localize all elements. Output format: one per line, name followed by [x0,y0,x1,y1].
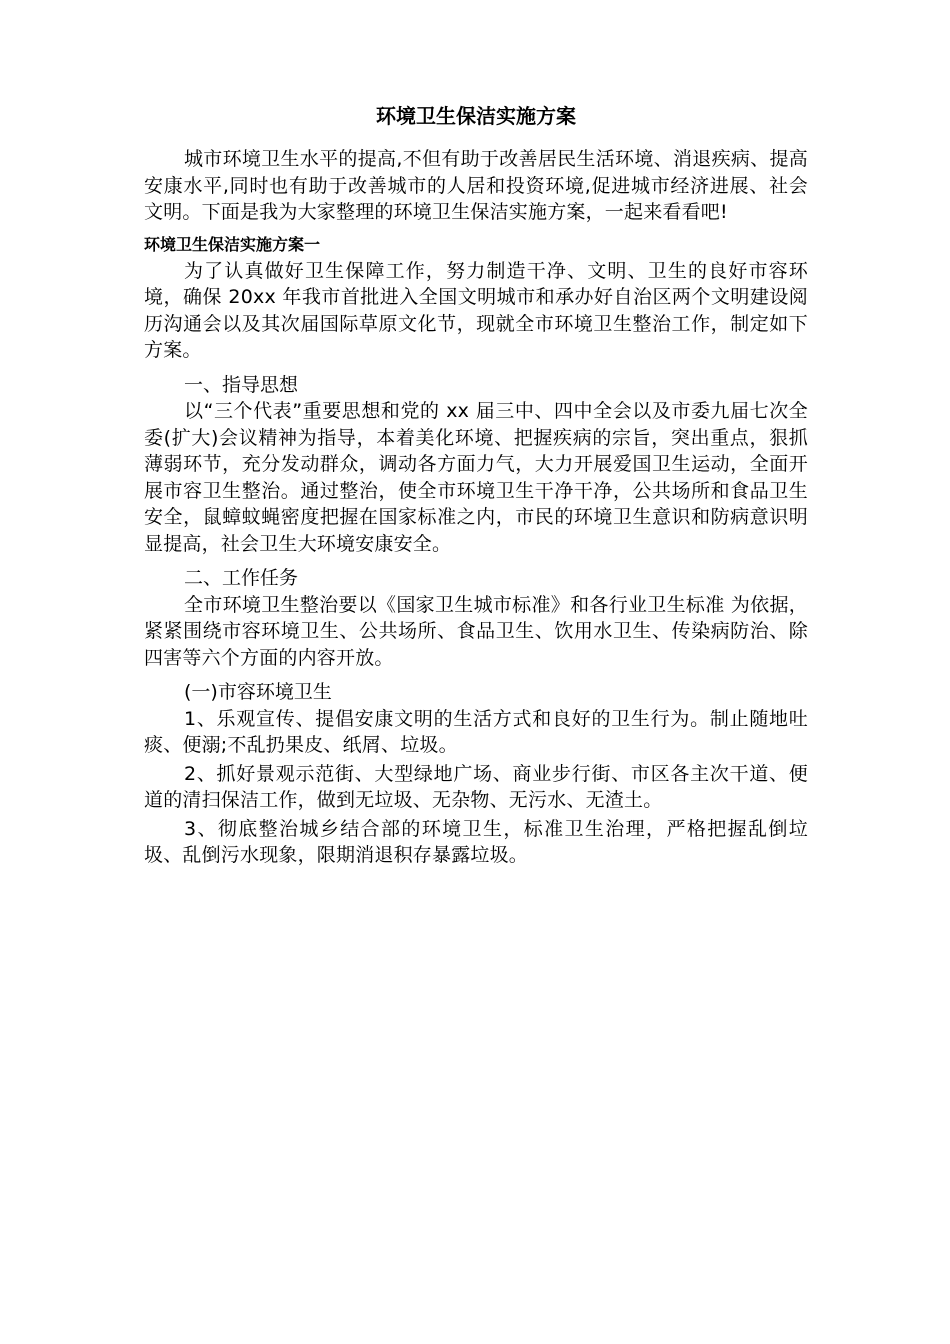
guiding-ideology-paragraph: 以“三个代表”重要思想和党的 xx 届三中、四中全会以及市委九届七次全委(扩大)会议精神为指导，本着美化环境、把握疾病的宗旨，突出重点，狠抓薄弱环节，充分发动群众，调动各方面力气，大力开展爱国卫生运动，全面开展市容卫生整治。通过整治，使全市环境卫生干净干净，公共场所和食品卫生安全，鼠蟑蚊蝇密度把握在国家标准之内，市民的环境卫生意识和防病意识明显提高，社会卫生大环境安康安全。 [144,400,808,555]
document-page [144,96,808,869]
document-title: 环境卫生保洁实施方案 [376,104,576,128]
subheading-city-environment: (一)市容环境卫生 [184,681,332,703]
intro-paragraph: 城市环境卫生水平的提高,不但有助于改善居民生活环境、消退疾病、提高安康水平,同时也有助于改善城市的人居和投资环境,促进城市经济进展、社会文明。下面是我为大家整理的环境卫生保洁实施方案，一起来看看吧! [144,148,808,223]
list-item-2: 2、抓好景观示范街、大型绿地广场、商业步行街、市区各主次干道、便道的清扫保洁工作，做到无垃圾、无杂物、无污水、无渣土。 [144,762,808,811]
list-item-3: 3、彻底整治城乡结合部的环境卫生，标准卫生治理，严格把握乱倒垃圾、乱倒污水现象，限期消退积存暴露垃圾。 [144,817,808,866]
heading-guiding-ideology: 一、指导思想 [184,373,299,396]
heading-work-tasks: 二、工作任务 [184,567,299,589]
list-item-1: 1、乐观宣传、提倡安康文明的生活方式和良好的卫生行为。制止随地吐痰、便溺;不乱扔果皮、纸屑、垃圾。 [144,707,808,756]
section-1-intro-paragraph: 为了认真做好卫生保障工作，努力制造干净、文明、卫生的良好市容环境，确保 20xx 年我市首批进入全国文明城市和承办好自治区两个文明建设阅历沟通会以及其次届国际草原文化节，现就全市环境卫生整治工作，制定如下方案。 [144,259,808,361]
work-tasks-paragraph: 全市环境卫生整治要以《国家卫生城市标准》和各行业卫生标准 为依据，紧紧围绕市容环境卫生、公共场所、食品卫生、饮用水卫生、传染病防治、除四害等六个方面的内容开放。 [144,593,808,669]
section-1-title: 环境卫生保洁实施方案一 [144,234,321,254]
